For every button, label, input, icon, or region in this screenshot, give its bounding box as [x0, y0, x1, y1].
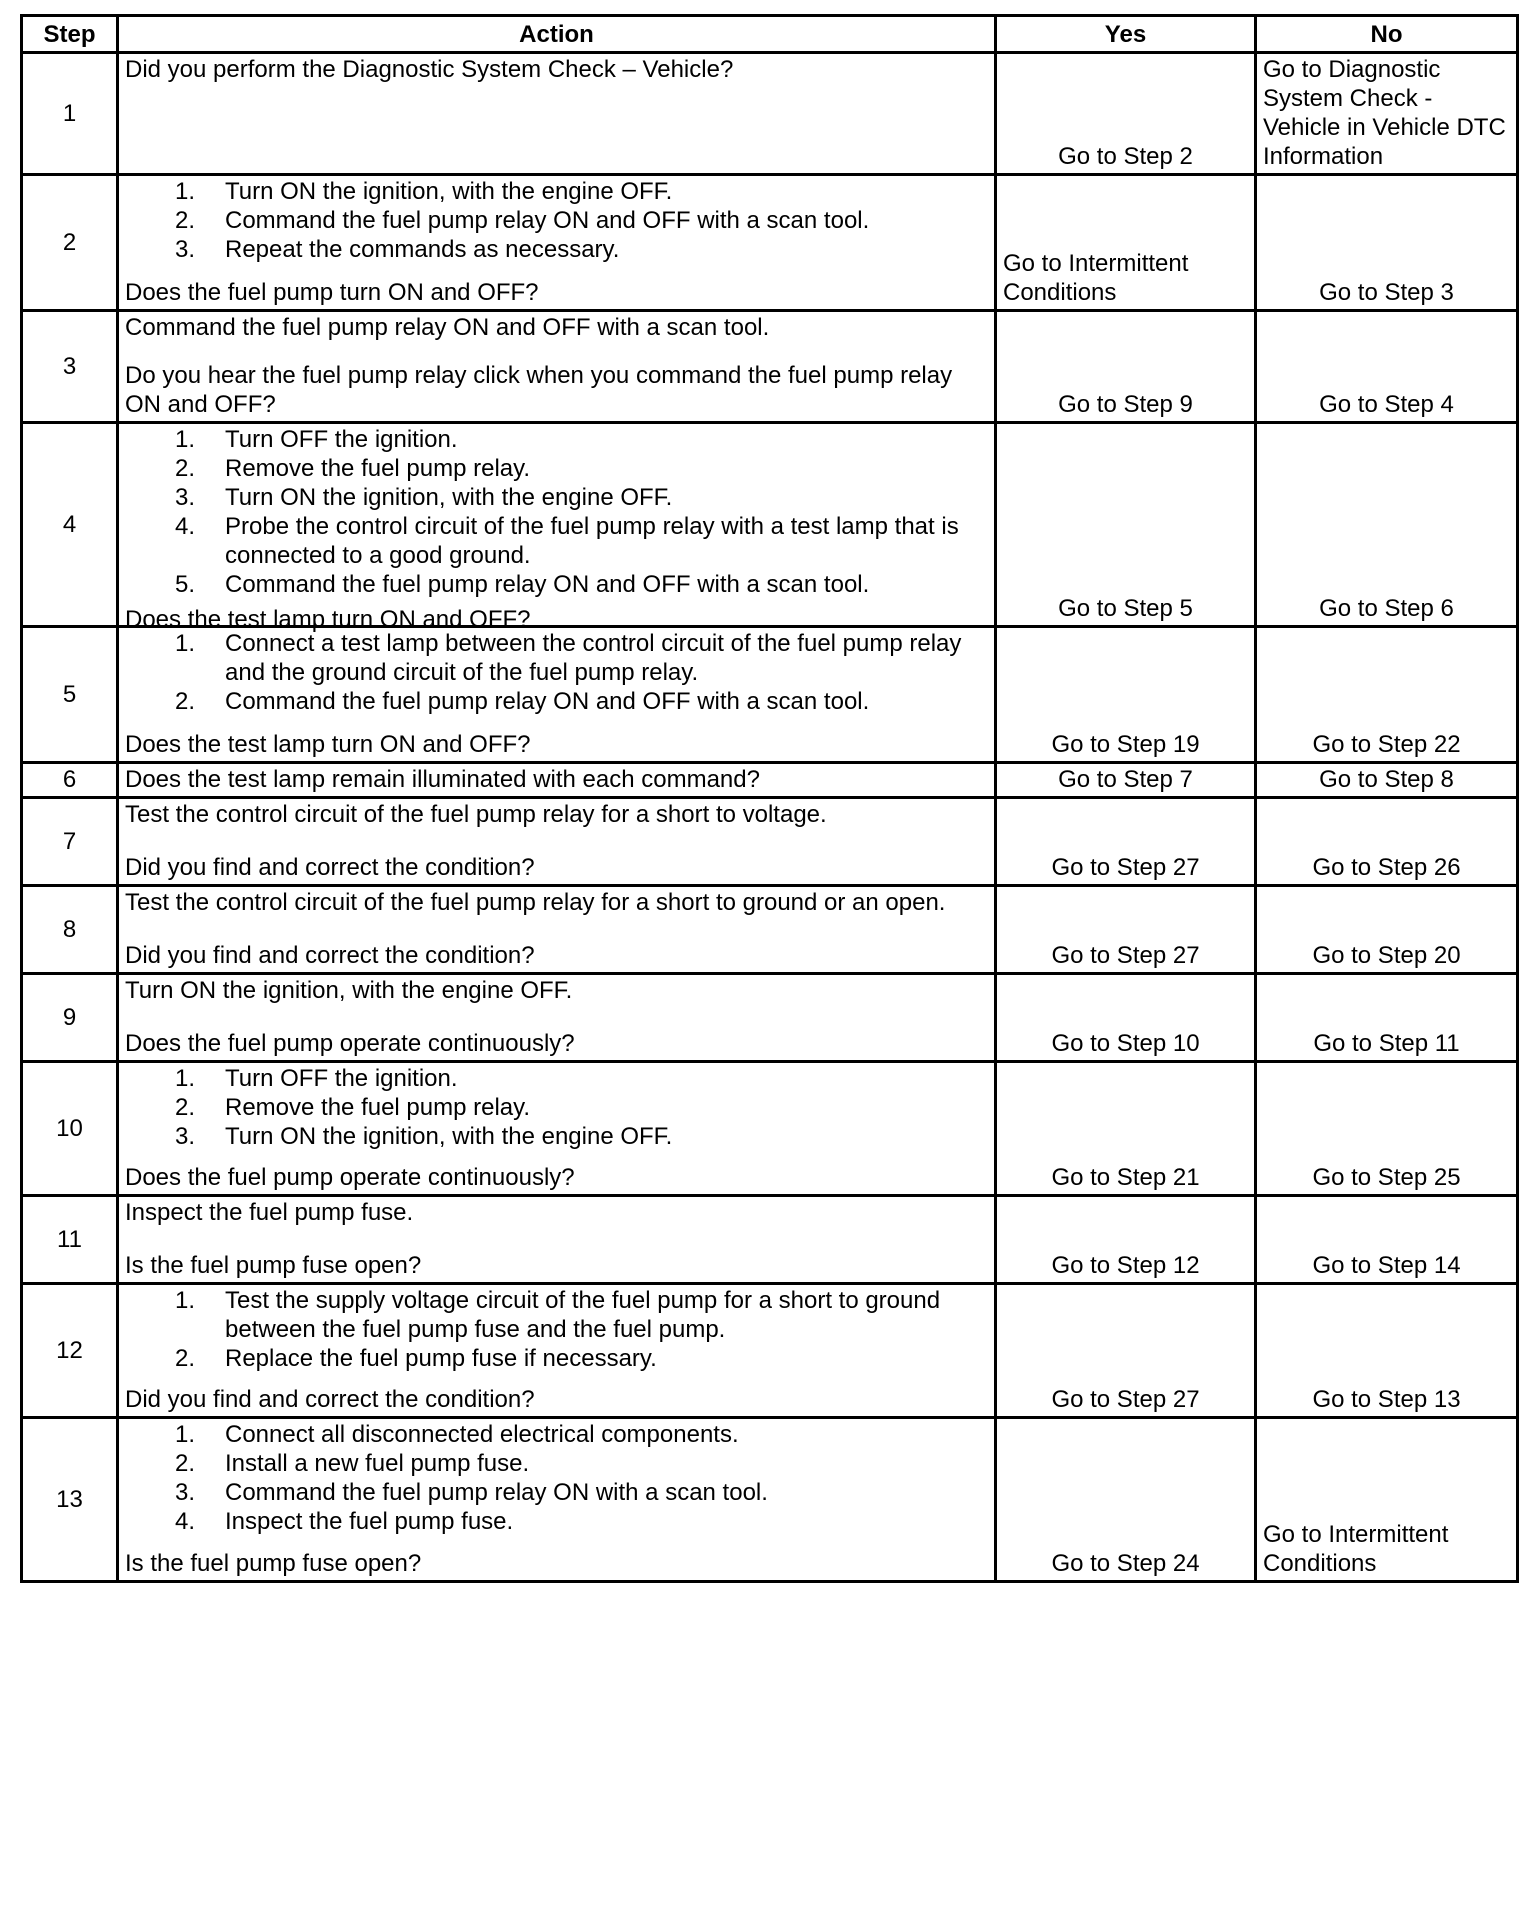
- instruction-number: 3.: [175, 236, 196, 263]
- action-question: Is the fuel pump fuse open?: [125, 1252, 422, 1279]
- instruction-number: 1.: [175, 1065, 196, 1092]
- yes-result: Go to Step 9: [996, 311, 1256, 423]
- instruction-text: Command the fuel pump relay ON with a scan tool.: [225, 1479, 768, 1506]
- action-question: Does the fuel pump turn ON and OFF?: [125, 279, 539, 306]
- yes-result: Go to Step 27: [996, 798, 1256, 886]
- diagnostic-table: [20, 14, 1519, 1583]
- step-number: 11: [22, 1196, 118, 1284]
- step-number: 9: [22, 974, 118, 1062]
- instruction-item: [125, 1420, 988, 1449]
- instruction-number: 1.: [175, 1421, 196, 1448]
- instruction-item: [125, 483, 988, 512]
- no-result: Go to Step 3: [1256, 175, 1518, 311]
- action-content: [125, 976, 988, 1058]
- header-row: [22, 16, 1518, 53]
- table-row: [22, 175, 1518, 311]
- numbered-instruction-list: [125, 1286, 988, 1373]
- action-question: Does the test lamp turn ON and OFF?: [125, 606, 531, 633]
- no-result: Go to Step 25: [1256, 1062, 1518, 1196]
- instruction-item: [125, 1286, 988, 1344]
- yes-result: Go to Step 21: [996, 1062, 1256, 1196]
- table-row: [22, 311, 1518, 423]
- table-row: [22, 53, 1518, 175]
- instruction-number: 1.: [175, 426, 196, 453]
- action-question: Did you find and correct the condition?: [125, 854, 535, 881]
- instruction-number: 5.: [175, 571, 196, 598]
- action-question: Do you hear the fuel pump relay click when you command the fuel pump relay ON and OFF?: [125, 362, 953, 418]
- instruction-text: Turn ON the ignition, with the engine OFF.: [225, 178, 673, 205]
- instruction-item: [125, 512, 988, 570]
- action-intro-text: Command the fuel pump relay ON and OFF with a scan tool.: [125, 314, 770, 341]
- action-content: [125, 1064, 988, 1192]
- action-content: [125, 800, 988, 882]
- action-instructions: [125, 1198, 988, 1227]
- instruction-item: [125, 1093, 988, 1122]
- instruction-number: 4.: [175, 1508, 196, 1535]
- instruction-item: [125, 570, 988, 599]
- action-content: [125, 888, 988, 970]
- instruction-text: Turn OFF the ignition.: [225, 1065, 458, 1092]
- instruction-number: 1.: [175, 178, 196, 205]
- yes-result: Go to Step 24: [996, 1418, 1256, 1582]
- instruction-item: [125, 206, 988, 235]
- action-question: Does the fuel pump operate continuously?: [125, 1164, 575, 1191]
- step-number: 1: [22, 53, 118, 175]
- action-content: [125, 1286, 988, 1414]
- numbered-instruction-list: [125, 1420, 988, 1536]
- action-question: Did you find and correct the condition?: [125, 1386, 535, 1413]
- header-action: Action: [118, 16, 996, 53]
- action-cell: [118, 175, 996, 311]
- instruction-text: Command the fuel pump relay ON and OFF with a scan tool.: [225, 688, 870, 715]
- instruction-number: 4.: [175, 513, 196, 540]
- instruction-item: [125, 1122, 988, 1151]
- action-intro-text: Test the control circuit of the fuel pump relay for a short to ground or an open.: [125, 889, 946, 916]
- numbered-instruction-list: [125, 177, 988, 264]
- action-content: [125, 177, 988, 307]
- action-question: Does the test lamp turn ON and OFF?: [125, 731, 531, 758]
- instruction-item: [125, 177, 988, 206]
- action-cell: [118, 53, 996, 175]
- step-number: 2: [22, 175, 118, 311]
- no-result: Go to Step 6: [1256, 423, 1518, 627]
- instruction-text: Remove the fuel pump relay.: [225, 455, 531, 482]
- action-cell: [118, 1196, 996, 1284]
- action-content: [125, 629, 988, 759]
- action-instructions: [125, 765, 988, 794]
- instruction-number: 2.: [175, 455, 196, 482]
- step-number: 5: [22, 627, 118, 763]
- numbered-instruction-list: [125, 1064, 988, 1151]
- action-cell: [118, 886, 996, 974]
- no-result: Go to Step 20: [1256, 886, 1518, 974]
- instruction-text: Test the supply voltage circuit of the fuel pump for a short to ground between the fuel pump fuse and the fuel pump.: [225, 1287, 941, 1343]
- instruction-item: [125, 1344, 988, 1373]
- yes-result: Go to Step 27: [996, 886, 1256, 974]
- action-instructions: [125, 629, 988, 716]
- instruction-item: [125, 629, 988, 687]
- instruction-number: 1.: [175, 1287, 196, 1314]
- yes-result: Go to Step 27: [996, 1284, 1256, 1418]
- no-result: Go to Step 4: [1256, 311, 1518, 423]
- table-row: [22, 1284, 1518, 1418]
- table-row: [22, 1196, 1518, 1284]
- no-result: Go to Step 11: [1256, 974, 1518, 1062]
- action-content: [125, 425, 988, 633]
- header-yes: Yes: [996, 16, 1256, 53]
- instruction-text: Turn ON the ignition, with the engine OFF.: [225, 1123, 673, 1150]
- instruction-number: 2.: [175, 1345, 196, 1372]
- action-instructions: [125, 888, 988, 917]
- instruction-text: Turn OFF the ignition.: [225, 426, 458, 453]
- instruction-text: Command the fuel pump relay ON and OFF with a scan tool.: [225, 207, 870, 234]
- action-cell: [118, 311, 996, 423]
- instruction-number: 1.: [175, 630, 196, 657]
- action-content: [125, 55, 988, 153]
- action-content: [125, 765, 988, 791]
- instruction-number: 3.: [175, 1123, 196, 1150]
- table-row: [22, 1062, 1518, 1196]
- no-result: Go to Step 8: [1256, 763, 1518, 798]
- step-number: 12: [22, 1284, 118, 1418]
- action-intro-text: Does the test lamp remain illuminated with each command?: [125, 766, 760, 793]
- action-instructions: [125, 976, 988, 1005]
- instruction-item: [125, 1449, 988, 1478]
- table-row: [22, 763, 1518, 798]
- step-number: 10: [22, 1062, 118, 1196]
- instruction-item: [125, 1478, 988, 1507]
- yes-result: Go to Step 5: [996, 423, 1256, 627]
- no-result: Go to Step 13: [1256, 1284, 1518, 1418]
- action-content: [125, 313, 988, 419]
- no-result: Go to Step 22: [1256, 627, 1518, 763]
- action-intro-text: Did you perform the Diagnostic System Check – Vehicle?: [125, 56, 734, 83]
- table-body: [22, 53, 1518, 1582]
- instruction-item: [125, 1064, 988, 1093]
- instruction-text: Install a new fuel pump fuse.: [225, 1450, 530, 1477]
- action-cell: [118, 763, 996, 798]
- action-intro-text: Inspect the fuel pump fuse.: [125, 1199, 414, 1226]
- action-cell: [118, 798, 996, 886]
- yes-result: Go to Step 19: [996, 627, 1256, 763]
- action-instructions: [125, 177, 988, 264]
- table-row: [22, 1418, 1518, 1582]
- step-number: 13: [22, 1418, 118, 1582]
- action-instructions: [125, 313, 988, 342]
- instruction-text: Repeat the commands as necessary.: [225, 236, 620, 263]
- step-number: 8: [22, 886, 118, 974]
- table-row: [22, 423, 1518, 627]
- instruction-item: [125, 425, 988, 454]
- action-instructions: [125, 55, 988, 84]
- step-number: 6: [22, 763, 118, 798]
- action-question: Does the fuel pump operate continuously?: [125, 1030, 575, 1057]
- action-cell: [118, 627, 996, 763]
- yes-result: Go to Step 7: [996, 763, 1256, 798]
- action-instructions: [125, 1286, 988, 1373]
- yes-result: Go to Step 2: [996, 53, 1256, 175]
- instruction-number: 3.: [175, 484, 196, 511]
- action-intro-text: Test the control circuit of the fuel pump relay for a short to voltage.: [125, 801, 827, 828]
- action-content: [125, 1420, 988, 1578]
- step-number: 3: [22, 311, 118, 423]
- instruction-number: 3.: [175, 1479, 196, 1506]
- table-row: [22, 798, 1518, 886]
- instruction-item: [125, 454, 988, 483]
- action-question: Is the fuel pump fuse open?: [125, 1550, 422, 1577]
- action-cell: [118, 1062, 996, 1196]
- action-instructions: [125, 1064, 988, 1151]
- instruction-text: Connect a test lamp between the control circuit of the fuel pump relay and the ground circuit of the fuel pump relay.: [225, 630, 962, 686]
- instruction-number: 2.: [175, 1094, 196, 1121]
- no-result: Go to Intermittent Conditions: [1256, 1418, 1518, 1582]
- no-result: Go to Diagnostic System Check - Vehicle in Vehicle DTC Information: [1256, 53, 1518, 175]
- instruction-text: Remove the fuel pump relay.: [225, 1094, 531, 1121]
- action-cell: [118, 423, 996, 633]
- action-cell: [118, 1418, 996, 1582]
- table-row: [22, 627, 1518, 763]
- yes-result: Go to Step 12: [996, 1196, 1256, 1284]
- step-number: 7: [22, 798, 118, 886]
- instruction-number: 2.: [175, 207, 196, 234]
- instruction-item: [125, 1507, 988, 1536]
- instruction-text: Inspect the fuel pump fuse.: [225, 1508, 514, 1535]
- instruction-number: 2.: [175, 1450, 196, 1477]
- action-cell: [118, 974, 996, 1062]
- instruction-text: Connect all disconnected electrical components.: [225, 1421, 739, 1448]
- yes-result: Go to Intermittent Conditions: [996, 175, 1256, 311]
- action-content: [125, 1198, 988, 1280]
- instruction-text: Turn ON the ignition, with the engine OFF.: [225, 484, 673, 511]
- numbered-instruction-list: [125, 629, 988, 716]
- action-intro-text: Turn ON the ignition, with the engine OFF.: [125, 977, 573, 1004]
- numbered-instruction-list: [125, 425, 988, 599]
- instruction-text: Probe the control circuit of the fuel pump relay with a test lamp that is connected to a good ground.: [225, 513, 959, 569]
- table-row: [22, 886, 1518, 974]
- instruction-item: [125, 687, 988, 716]
- action-instructions: [125, 800, 988, 829]
- instruction-text: Command the fuel pump relay ON and OFF with a scan tool.: [225, 571, 870, 598]
- step-number: 4: [22, 423, 118, 627]
- header-step: Step: [22, 16, 118, 53]
- no-result: Go to Step 14: [1256, 1196, 1518, 1284]
- instruction-number: 2.: [175, 688, 196, 715]
- instruction-item: [125, 235, 988, 264]
- header-no: No: [1256, 16, 1518, 53]
- action-question: Did you find and correct the condition?: [125, 942, 535, 969]
- no-result: Go to Step 26: [1256, 798, 1518, 886]
- action-cell: [118, 1284, 996, 1418]
- yes-result: Go to Step 10: [996, 974, 1256, 1062]
- instruction-text: Replace the fuel pump fuse if necessary.: [225, 1345, 657, 1372]
- table-row: [22, 974, 1518, 1062]
- action-instructions: [125, 425, 988, 599]
- action-instructions: [125, 1420, 988, 1536]
